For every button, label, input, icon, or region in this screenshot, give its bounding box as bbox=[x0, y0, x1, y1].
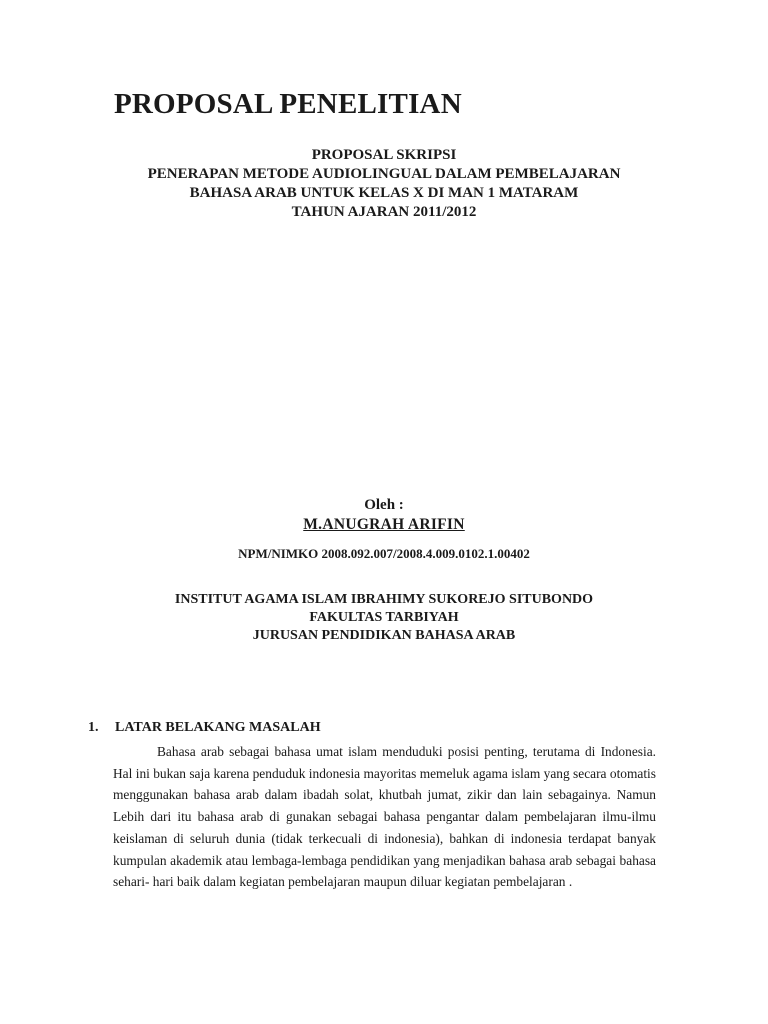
academic-year: TAHUN AJARAN 2011/2012 bbox=[291, 204, 477, 220]
author-name: M.ANUGRAH ARIFIN bbox=[303, 516, 465, 533]
institution-name: INSTITUT AGAMA ISLAM IBRAHIMY SUKOREJO SITUBONDO bbox=[174, 592, 594, 607]
faculty-name: FAKULTAS TARBIYAH bbox=[309, 610, 459, 625]
section-number: 1. bbox=[88, 720, 99, 735]
page-title: PROPOSAL PENELITIAN bbox=[114, 88, 462, 120]
section-title: LATAR BELAKANG MASALAH bbox=[115, 720, 321, 735]
thesis-title-block bbox=[0, 146, 768, 222]
author-label: Oleh : bbox=[364, 497, 404, 513]
department-name: JURUSAN PENDIDIKAN BAHASA ARAB bbox=[252, 628, 516, 643]
author-block bbox=[0, 496, 768, 534]
section-paragraph: Bahasa arab sebagai bahasa umat islam menduduki posisi penting, terutama di Indonesia. Hal ini bukan saja karena penduduk indonesia mayoritas memeluk agama islam yang secara otomatis menggunakan bahasa arab dalam ibadah solat, khutbah jumat, zikir dan lain sebagainya. Namun Lebih dari itu bahasa arab di gunakan sebagai bahasa pengantar dalam pembelajaran ilmu-ilmu keislaman di seluruh dunia (tidak terkecuali di indonesia), bahkan di indonesia terdapat banyak kumpulan akademik atau lembaga-lembaga pendidikan yang menjadikan bahasa arab sebagai bahasa sehari- hari baik dalam kegiatan pembelajaran maupun diluar kegiatan pembelajaran . bbox=[113, 744, 656, 890]
thesis-type: PROPOSAL SKRIPSI bbox=[311, 147, 457, 163]
section-heading bbox=[88, 719, 656, 737]
thesis-title-line-1: PENERAPAN METODE AUDIOLINGUAL DALAM PEMBELAJARAN bbox=[147, 166, 621, 182]
section-background bbox=[88, 719, 656, 893]
student-id: NPM/NIMKO 2008.092.007/2008.4.009.0102.1.00402 bbox=[238, 546, 530, 561]
institution-block bbox=[0, 591, 768, 645]
thesis-title-line-2: BAHASA ARAB UNTUK KELAS X DI MAN 1 MATARAM bbox=[189, 185, 579, 201]
